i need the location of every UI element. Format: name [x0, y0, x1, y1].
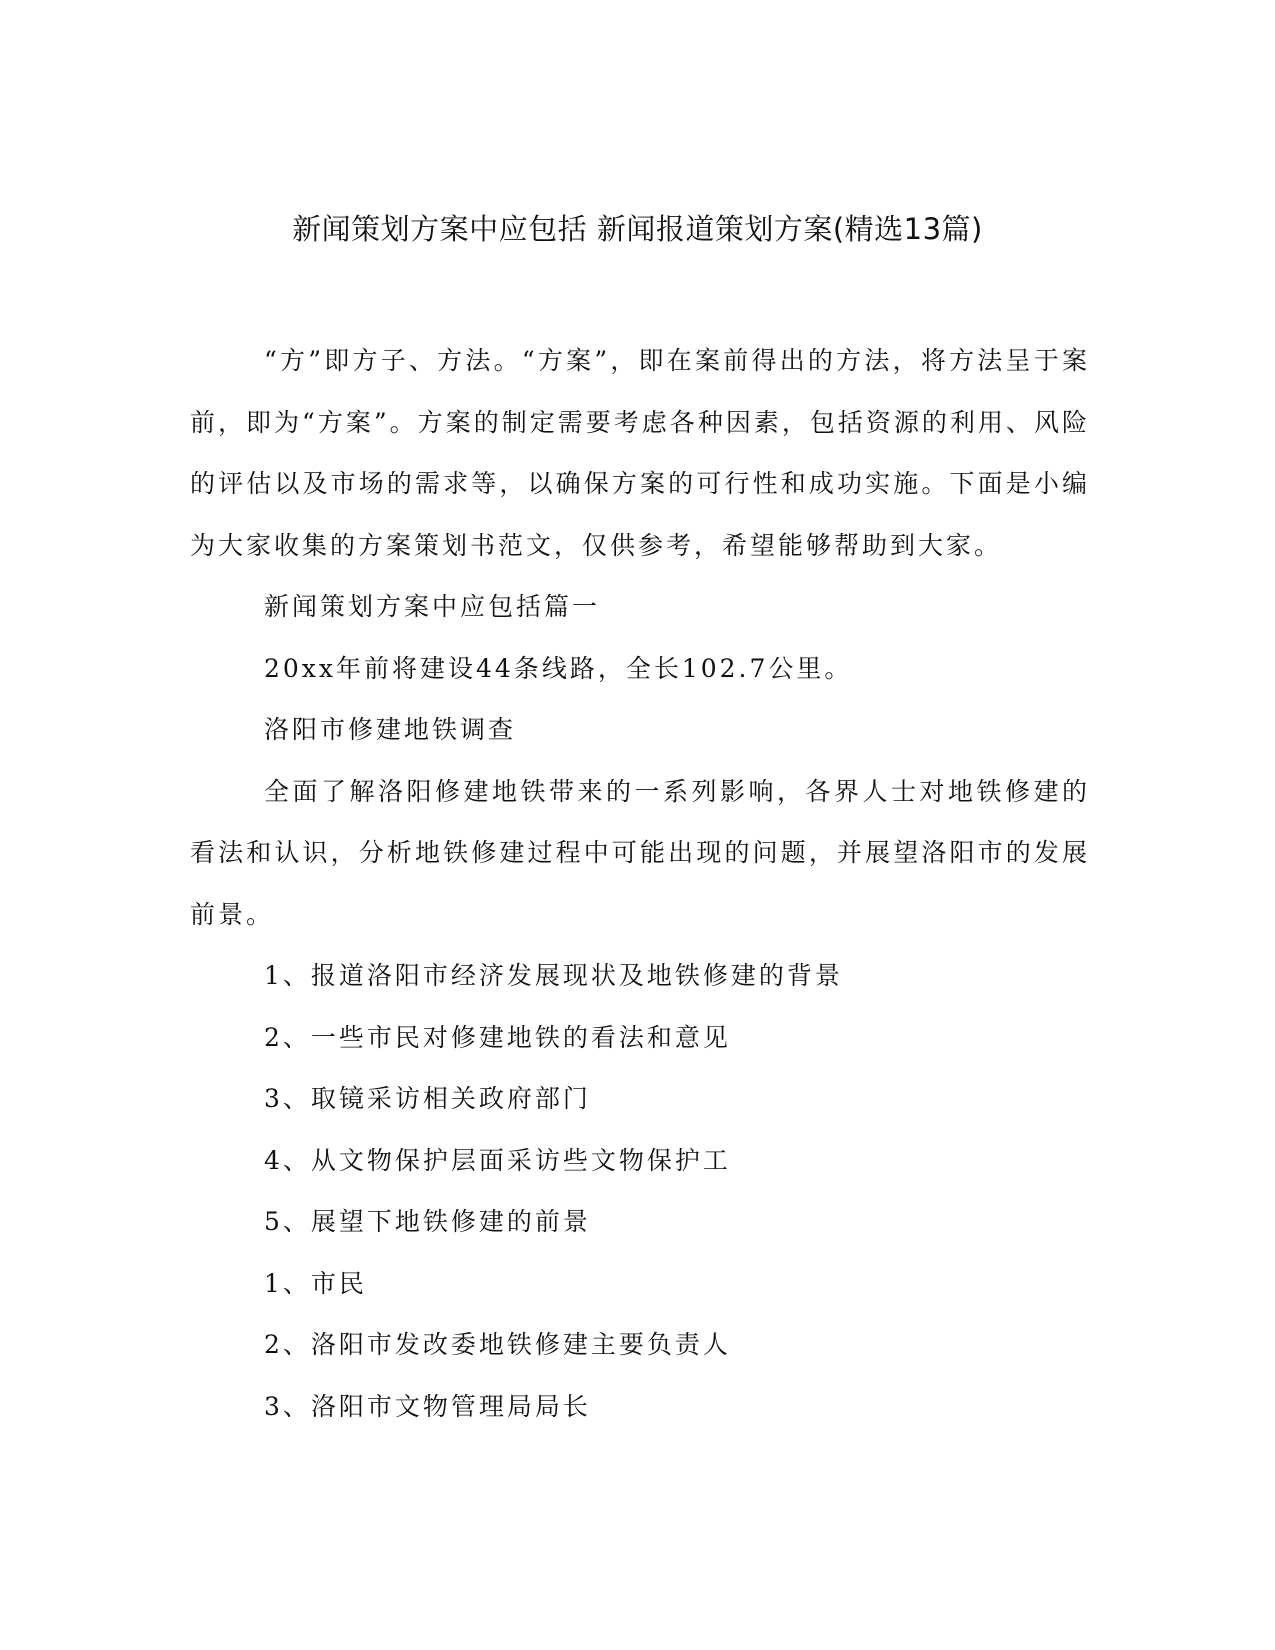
document-body [190, 330, 1090, 1437]
body-paragraph: 20xx年前将建设44条线路，全长102.7公里。 [264, 653, 853, 683]
list-item: 2、一些市民对修建地铁的看法和意见 [264, 1022, 731, 1052]
list-item: 3、取镜采访相关政府部门 [264, 1084, 591, 1113]
intro-paragraph: “方”即方子、方法。“方案”，即在案前得出的方法，将方法呈于案前，即为“方案”。方案的制定需要考虑各种因素，包括资源的利用、风险的评估以及市场的需求等，以确保方案的可行性和成功实施。下面是小编为大家收集的方案策划书范文，仅供参考，希望能够帮助到大家。 [190, 346, 1090, 560]
body-paragraph: 全面了解洛阳修建地铁带来的一系列影响，各界人士对地铁修建的看法和认识，分析地铁修建过程中可能出现的问题，并展望洛阳市的发展前景。 [190, 776, 1090, 929]
list-item: 2、洛阳市发改委地铁修建主要负责人 [264, 1330, 731, 1359]
list-item: 1、报道洛阳市经济发展现状及地铁修建的背景 [264, 961, 843, 990]
list-item: 5、展望下地铁修建的前景 [264, 1207, 591, 1236]
subheading: 洛阳市修建地铁调查 [264, 715, 517, 744]
list-item: 1、市民 [264, 1268, 367, 1298]
section-heading: 新闻策划方案中应包括篇一 [264, 592, 601, 621]
list-item: 4、从文物保护层面采访些文物保护工 [264, 1145, 731, 1175]
list-item: 3、洛阳市文物管理局局长 [264, 1391, 591, 1421]
document-title: 新闻策划方案中应包括 新闻报道策划方案(精选13篇) [292, 212, 983, 246]
